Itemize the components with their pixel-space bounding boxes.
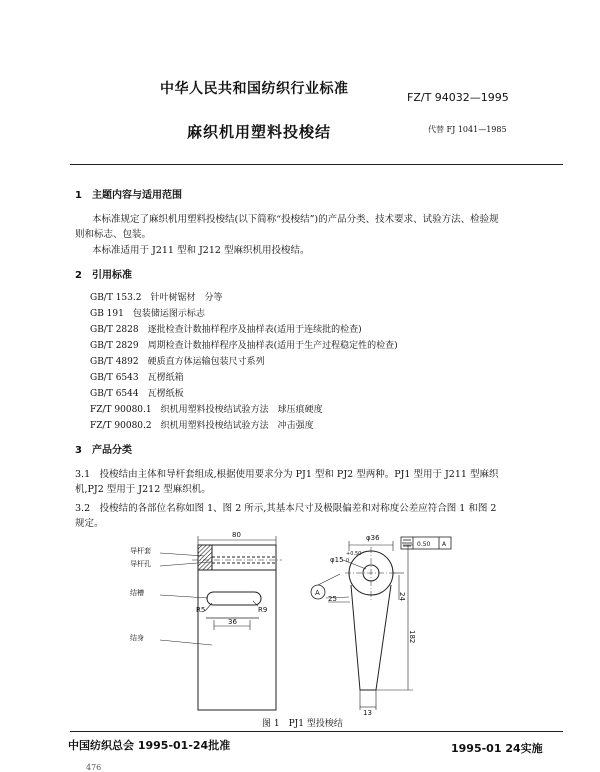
document-title: 麻织机用塑料投梭结: [187, 123, 332, 141]
section-3-1-para-a: 3.1 投梭结由主体和导杆套组成,根据使用要求分为 PJ1 型和 PJ2 型两种。PJ1 型用于 J211 型麻织: [75, 469, 499, 480]
leader-body: [160, 640, 212, 645]
label-guide-hole: 导杆孔: [130, 560, 151, 568]
dim-182-text: 182: [408, 630, 416, 644]
issuing-org: 中华人民共和国纺织行业标准: [160, 81, 349, 97]
standard-code: FZ/T 94032—1995: [407, 91, 509, 104]
tol-upper-text: +0.50: [346, 551, 362, 557]
footer-rule: [70, 731, 563, 732]
label-slot: 结槽: [130, 589, 144, 597]
dim-phi15-text: φ15: [330, 556, 344, 564]
tol-lower-text: 0: [346, 558, 350, 564]
leader-guide-sleeve: [160, 553, 204, 556]
reference-item: FZ/T 90080.1 织机用塑料投梭结试验方法 球压痕硬度: [90, 405, 323, 415]
dim-80-text: 80: [232, 531, 241, 539]
tol-datum-text: A: [442, 541, 447, 548]
dim-36-text: 36: [228, 618, 237, 626]
section-3-2-para-b: 规定。: [75, 518, 104, 529]
reference-item: GB/T 6544 瓦楞纸板: [90, 389, 184, 399]
reference-item: GB/T 6543 瓦楞纸箱: [90, 373, 184, 383]
effective-date: 1995-01 24实施: [451, 742, 543, 755]
section-1-para-1a: 本标准规定了麻织机用塑料投梭结(以下简称“投梭结”)的产品分类、技术要求、试验方法、检验规: [92, 214, 499, 225]
reference-item: GB/T 2829 周期检查计数抽样程序及抽样表(适用于生产过程稳定性的检查): [90, 341, 398, 351]
label-guide-sleeve: 导杆套: [130, 547, 151, 555]
front-view: [160, 536, 282, 710]
section-3-1-para-b: 机,PJ2 型用于 J212 型麻织机。: [75, 484, 211, 495]
section-2-title: 2 引用标准: [75, 270, 132, 281]
reference-item: FZ/T 90080.2 织机用塑料投梭结试验方法 冲击强度: [90, 421, 314, 431]
section-3-2-para-a: 3.2 投梭结的各部位名称如图 1、图 2 所示,其基本尺寸及极限偏差和对称度公差应符合图 1 和图 2: [75, 503, 497, 514]
dim-13-text: 13: [363, 709, 372, 717]
section-1-title: 1 主题内容与适用范围: [75, 190, 182, 201]
slot-outline: [207, 592, 261, 605]
dim-phi36-text: φ36: [366, 534, 380, 542]
dim-24-text: 24: [398, 592, 406, 601]
reference-item: GB 191 包装储运图示标志: [90, 309, 205, 319]
label-body: 结身: [130, 634, 144, 642]
dim-r5-text: R5: [196, 606, 206, 614]
section-1-para-2: 本标准适用于 J211 型和 J212 型麻织机用投梭结。: [92, 245, 310, 256]
page-number: 476: [86, 763, 102, 772]
section-3-title: 3 产品分类: [75, 445, 132, 456]
dim-r9-text: R9: [258, 606, 268, 614]
replaces-note: 代替 FJ 1041—1985: [428, 125, 507, 134]
reference-item: GB/T 153.2 针叶树锯材 分等: [90, 293, 223, 303]
reference-item: GB/T 4892 硬质直方体运输包装尺寸系列: [90, 357, 265, 367]
approval-line: 中国纺织总会 1995-01-24批准: [68, 739, 231, 752]
leader-slot: [160, 595, 208, 598]
body-taper-outline: [351, 585, 391, 690]
figure-1-caption: 图 1 PJ1 型投梭结: [262, 719, 343, 729]
datum-a-text: A: [315, 589, 320, 597]
section-1-para-1b: 则和标志、包装。: [75, 229, 152, 240]
tol-value-text: 0.50: [417, 541, 431, 548]
guide-sleeve-hatch: [198, 545, 212, 570]
reference-item: GB/T 2828 逐批检查计数抽样程序及抽样表(适用于连续批的检查): [90, 325, 362, 335]
leader-r5: [205, 603, 212, 611]
dim-25-text: 25: [328, 595, 337, 603]
